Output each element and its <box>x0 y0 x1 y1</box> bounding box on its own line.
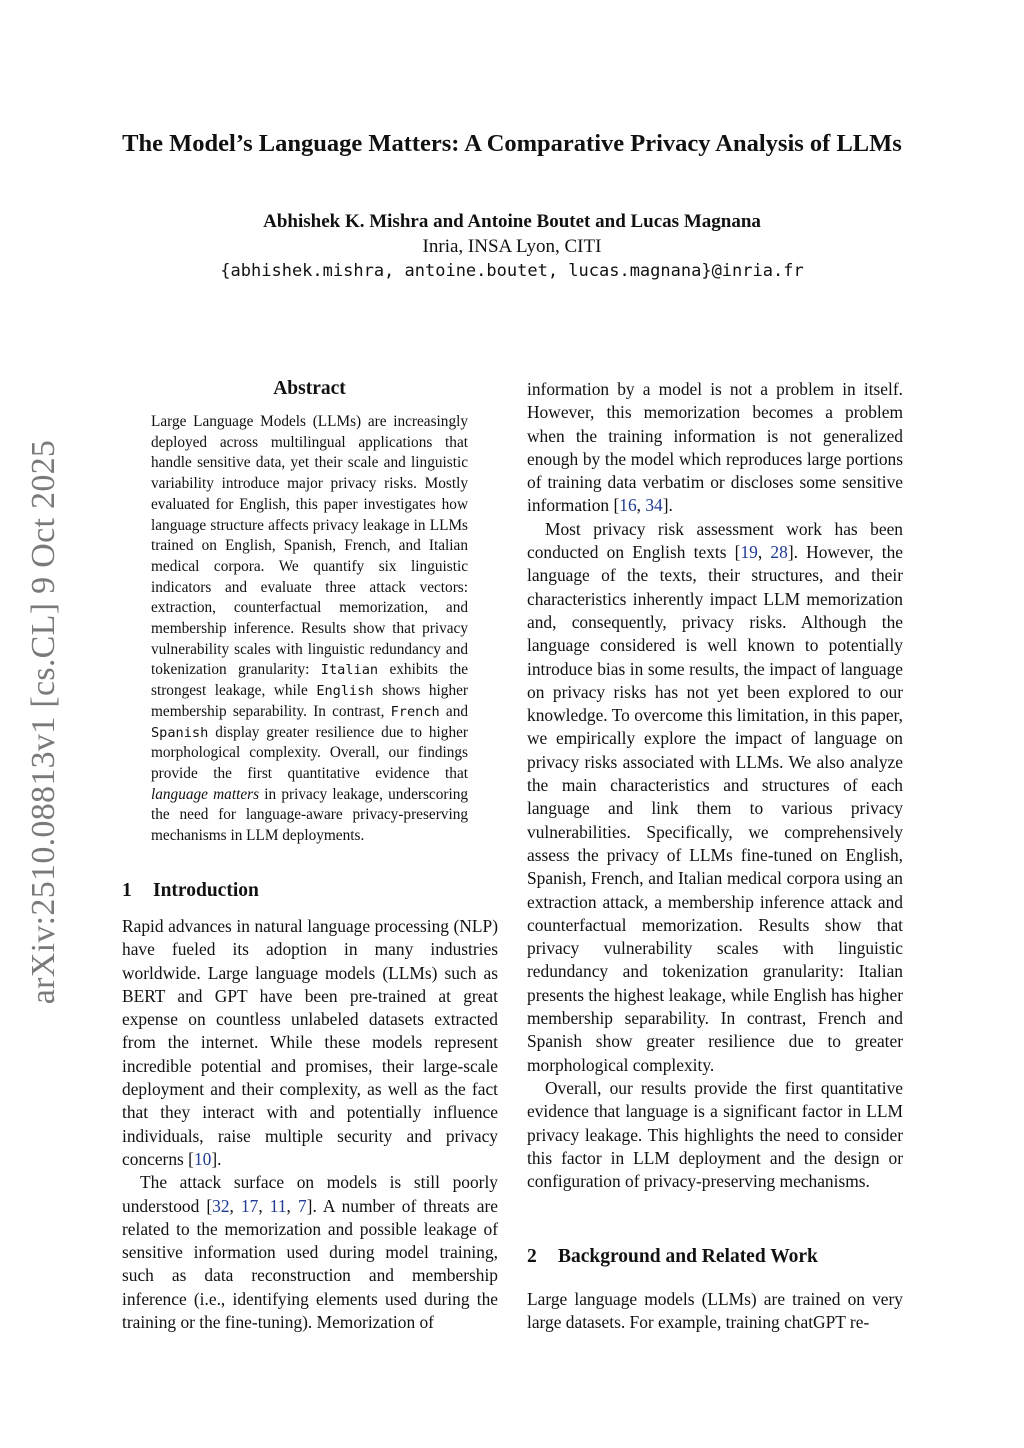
code-english: English <box>316 683 374 700</box>
abstract-text: and <box>439 702 468 720</box>
citation-link[interactable]: 28 <box>770 542 788 563</box>
abstract-text: in privacy leakage, underscoring the need for language-aware privacy-preserving mechanisms in LLM deployments. <box>151 785 468 845</box>
citation-link[interactable]: 7 <box>297 1195 307 1216</box>
paragraph-text: information by a model is not a problem in itself. However, this memorization becomes a problem when the training information is not generalized enough by the model which reproduces large portions of training data verbatim or discloses some sensitive information [ <box>527 379 903 516</box>
abstract-body <box>151 412 468 847</box>
background-heading <box>527 1246 818 1268</box>
paragraph-text: Most privacy risk assessment work has been conducted on English texts [ <box>527 518 903 563</box>
intro-paragraph-4: Most privacy risk assessment work has been conducted on English texts [19, 28]. However, the language of the texts, their structures, and their characteristics inherently impact LLM memorization and, consequently, privacy risks. Although the language considered is well known to potentially introduce bias in some results, the impact of language on privacy risks has not yet been explored to our knowledge. To overcome this limitation, in this paper, we empirically explore the impact of language on privacy risks associated with LLMs. We also analyze the main characteristics and structures of each language and link them to various privacy vulnerabilities. Specifically, we comprehensively assess the privacy of LLMs fine-tuned on English, Spanish, French, and Italian medical corpora using an extraction attack, a membership inference attack and counterfactual memorization. Results show that privacy vulnerability scales with linguistic redundancy and tokenization granularity: Italian presents the highest leakage, while English has higher membership separability. In contrast, French and Spanish show greater resilience due to greater morphological complexity. <box>527 518 903 1075</box>
paragraph-text: ]. <box>211 1148 222 1169</box>
affiliation: Inria, INSA Lyon, CITI <box>422 236 602 257</box>
paragraph-text: Rapid advances in natural language processing (NLP) have fueled its adoption in many industries worldwide. Large language models (LLMs) such as BERT and GPT have been pre-trained at great expense on countless unlabeled datasets extracted from the internet. While these models represent incredible potential and promises, their large-scale deployment and their complexity, as well as the fact that they interact with and potentially influence individuals, raise multiple security and privacy concerns [ <box>122 916 498 1169</box>
citation-link[interactable]: 11 <box>269 1195 287 1216</box>
author-list: Abhishek K. Mishra and Antoine Boutet and Lucas Magnana <box>263 211 761 232</box>
abstract-text: Large Language Models (LLMs) are increasingly deployed across multilingual applications that handle sensitive data, yet their scale and linguistic variability introduce major privacy risks. Mostly evaluated for English, this paper investigates how language structure affects privacy leakage in LLMs trained on English, Spanish, French, and Italian medical corpora. We quantify six linguistic indicators and evaluate three attack vectors: extraction, counterfactual memorization, and membership inference. Results show that privacy vulnerability scales with linguistic redundancy and tokenization granularity: <box>151 413 468 679</box>
intro-paragraph-2: The attack surface on models is still poorly understood [32, 17, 11, 7]. A number of threats are related to the memorization and possible leakage of sensitive information used during model training, such as data reconstruction and membership inference (i.e., identifying elements used during the training or the fine-tuning). Memorization of <box>122 1172 498 1333</box>
code-spanish: Spanish <box>151 724 209 741</box>
code-italian: Italian <box>320 662 379 679</box>
abstract-text: shows higher membership separability. In contrast, <box>151 682 468 720</box>
citation-link[interactable]: 32 <box>212 1195 230 1216</box>
code-french: French <box>390 703 440 720</box>
section-title: Introduction <box>153 880 259 901</box>
intro-heading <box>122 880 259 902</box>
citation-link[interactable]: 34 <box>645 495 663 516</box>
paragraph-text: The attack surface on models is still poorly understood [ <box>122 1172 498 1216</box>
abstract-text: display greater resilience due to higher morphological complexity. Overall, our findings provide the first quantitative evidence that <box>151 723 468 782</box>
paper-title: The Model’s Language Matters: A Comparative Privacy Analysis of LLMs <box>122 130 902 157</box>
paragraph-text: ]. <box>662 495 673 516</box>
abstract-emphasis: language matters <box>151 785 260 803</box>
background-column <box>527 1288 903 1335</box>
background-paragraph-1: Large language models (LLMs) are trained on very large datasets. For example, training chatGPT re- <box>527 1289 903 1333</box>
citation-link[interactable]: 19 <box>740 542 758 563</box>
paragraph-text: ]. However, the language of the texts, their structures, and their characteristics inherently impact LLM memorization and, consequently, privacy risks. Although the language considered is well known to potentially introduce bias in some results, the impact of language on privacy risks has not yet been explored to our knowledge. To overcome this limitation, in this paper, we empirically explore the impact of language on privacy risks associated with LLMs. We also analyze the main characteristics and structures of each language and link them to various privacy vulnerabilities. Specifically, we comprehensively assess the privacy of LLMs fine-tuned on English, Spanish, French, and Italian medical corpora using an extraction attack, a membership inference attack and counterfactual memorization. Results show that privacy vulnerability scales with linguistic redundancy and tokenization granularity: Italian presents the highest leakage, while English has higher membership separability. In contrast, French and Spanish show greater resilience due to greater morphological complexity. <box>527 542 903 1075</box>
section-number: 2 <box>527 1246 537 1267</box>
intro-paragraph-1 <box>122 915 498 1171</box>
right-column <box>527 378 903 1193</box>
citation-link[interactable]: 16 <box>619 495 637 516</box>
section-title: Background and Related Work <box>558 1246 818 1267</box>
abstract-text: exhibits the strongest leakage, while <box>151 661 469 700</box>
abstract-heading: Abstract <box>273 378 346 399</box>
intro-paragraph-3: information by a model is not a problem in itself. However, this memorization becomes a problem when the training information is not generalized enough by the model which reproduces large portions of training data verbatim or discloses some sensitive information [16, 34]. <box>527 379 903 516</box>
author-emails: {abhishek.mishra, antoine.boutet, lucas.magnana}@inria.fr <box>220 261 804 281</box>
section-number: 1 <box>122 880 132 901</box>
citation-link[interactable]: 17 <box>240 1195 259 1216</box>
citation-link[interactable]: 10 <box>193 1148 212 1169</box>
arxiv-identifier: arXiv:2510.08813v1 [cs.CL] 9 Oct 2025 <box>25 439 62 1005</box>
intro-column <box>122 915 498 1334</box>
paragraph-text: ]. A number of threats are related to the memorization and possible leakage of sensitive information used during model training, such as data reconstruction and membership inference (i.e., identifying elements used during the training or the fine-tuning). Memorization of <box>122 1195 498 1333</box>
intro-paragraph-5: Overall, our results provide the first quantitative evidence that language is a significant factor in LLM privacy leakage. This highlights the need to consider this factor in LLM deployment and the design or configuration of privacy-preserving mechanisms. <box>527 1077 903 1192</box>
